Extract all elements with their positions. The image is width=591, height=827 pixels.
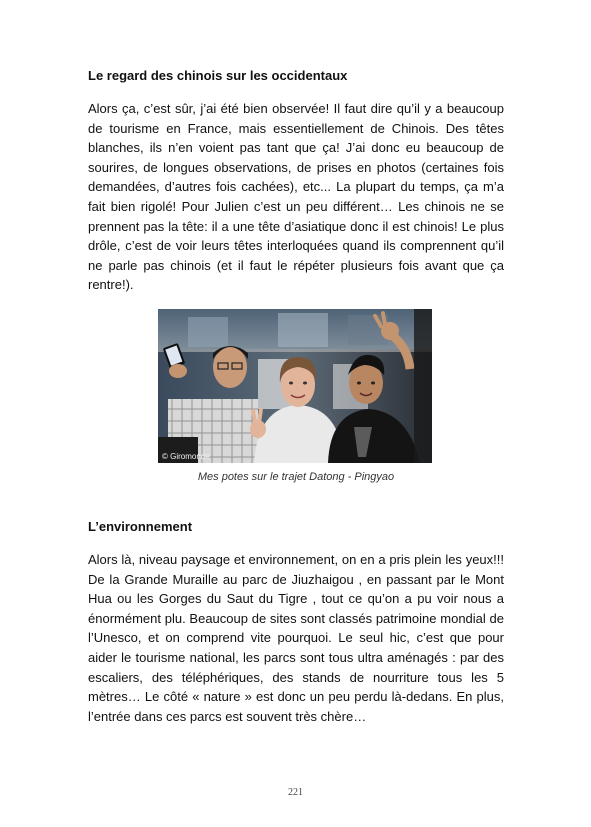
train-photo (158, 309, 432, 463)
photo-credit: © Giromonde (162, 452, 210, 461)
paragraph-environnement: Alors là, niveau paysage et environnement, on en a pris plein les yeux!!! De la Grande Muraille au parc de Jiuzhaigou , en passant par le Mont Hua ou les Gorges du Saut du Tigre , tout ce qu’on a pu voir nous a énormément plu. Beaucoup de sites sont classés patrimoine mondial de l’Unesco, et on comprend vite pourquoi. Le seul hic, c’est que pour aider le tourisme national, les parcs sont tous ultra aménagés : par des escaliers, des téléphériques, des stands de nourriture tous les 5 mètres… Le côté « nature » est donc un peu perdu là-dedans. En plus, l’entrée dans ces parcs est souvent très chère… (88, 552, 504, 724)
page-number: 221 (288, 787, 303, 798)
section-heading-regard: Le regard des chinois sur les occidentaux (88, 68, 348, 83)
photo-caption: Mes potes sur le trajet Datong - Pingyao (197, 471, 395, 483)
paragraph-regard: Alors ça, c’est sûr, j’ai été bien observée! Il faut dire qu’il y a beaucoup de tourisme en France, mais essentiellement de Chinois. Des têtes blanches, ils n’en voient pas tant que ça! J’ai donc eu beaucoup de sourires, de longues observations, de prises en photos (certaines fois demandées, d’autres fois cachées), etc... La plupart du temps, ça m’a fait bien rigolé! Pour Julien c’est un peu différent… Les chinois ne se prennent pas la tête: il a une tête d’asiatique donc il est chinois! Le plus drôle, c’est de voir leurs têtes interloquées quand ils comprennent qu’il ne parle pas chinois (et il faut le répéter plusieurs fois avant que ça rentre!). (88, 101, 504, 293)
train-photo-image (158, 309, 432, 463)
section-heading-environnement: L’environnement (88, 519, 193, 534)
